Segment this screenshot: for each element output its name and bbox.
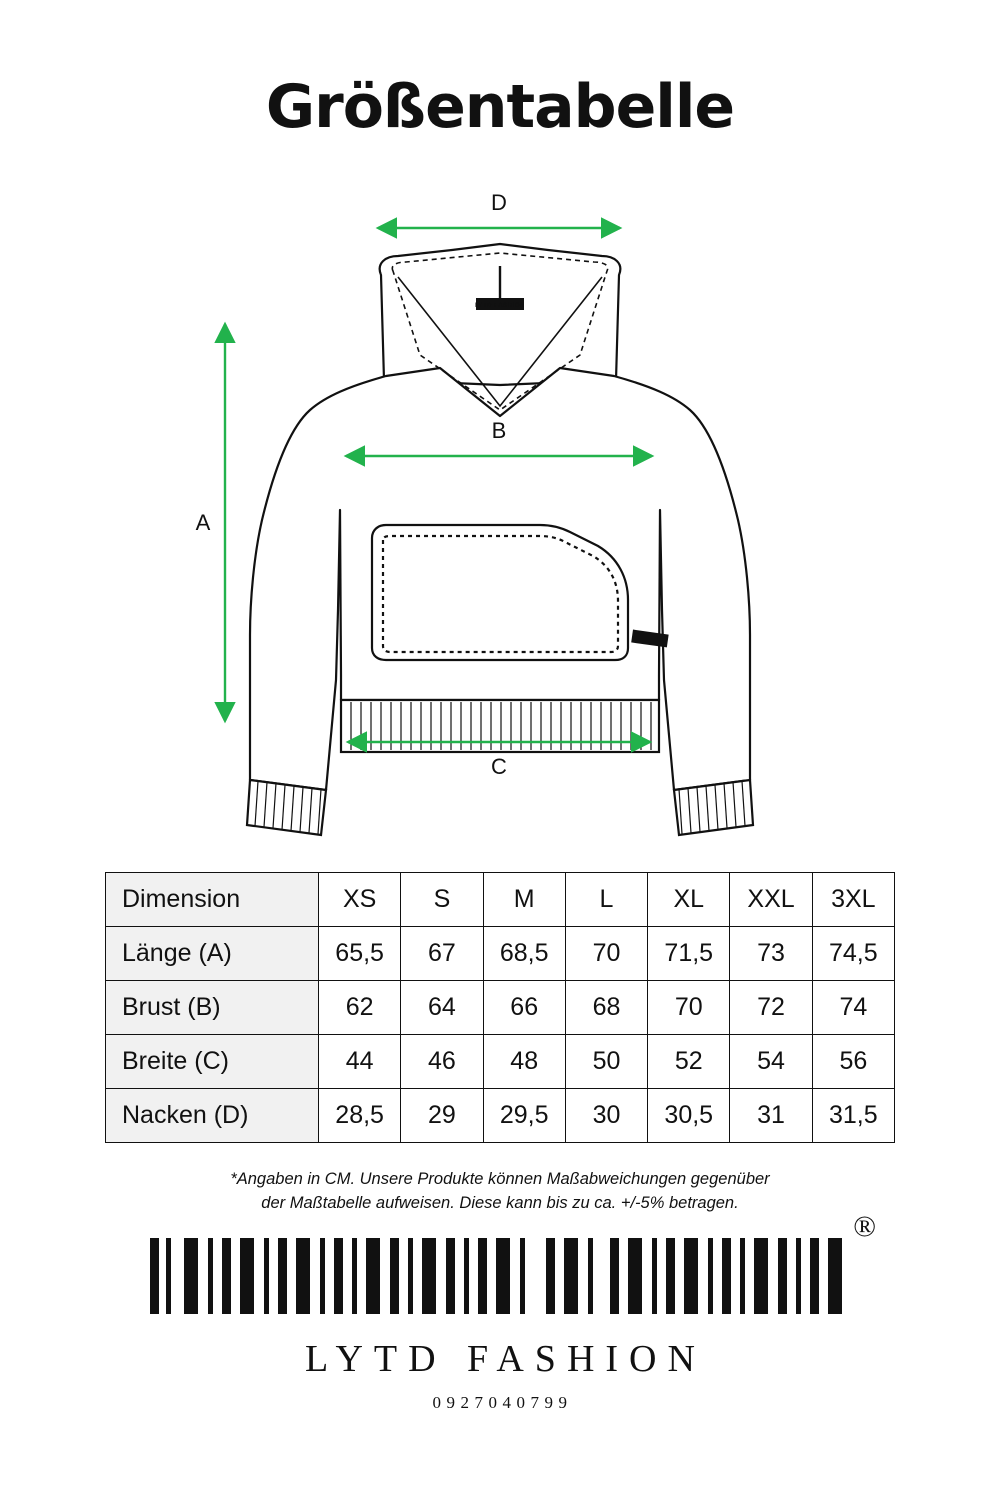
table-row	[106, 1035, 895, 1089]
kangaroo-pocket	[372, 525, 628, 660]
brand-number: 0927040799	[432, 1393, 573, 1412]
column-header-xxl: XXL	[730, 873, 812, 927]
cell-brust-l: 68	[565, 981, 647, 1035]
cell-breite-m: 48	[483, 1035, 565, 1089]
row-label-brust: Brust (B)	[106, 981, 319, 1035]
cell-breite-xxl: 54	[730, 1035, 812, 1089]
cell-breite-xl: 52	[648, 1035, 730, 1089]
measure-label-c: C	[491, 754, 507, 779]
barcode-graphic	[150, 1238, 850, 1314]
measure-label-d: D	[491, 190, 507, 215]
cell-brust-3xl: 74	[812, 981, 894, 1035]
footnote	[150, 1168, 850, 1216]
cell-brust-xxl: 72	[730, 981, 812, 1035]
size-chart-table	[105, 872, 895, 1143]
row-label-nacken: Nacken (D)	[106, 1089, 319, 1143]
table-row	[106, 927, 895, 981]
table-row	[106, 981, 895, 1035]
brand-name: LYTD FASHION	[305, 1338, 706, 1380]
column-header-m: M	[483, 873, 565, 927]
cell-breite-xs: 44	[319, 1035, 401, 1089]
measure-label-b: B	[491, 418, 507, 443]
cell-nacken-m: 29,5	[483, 1089, 565, 1143]
measure-label-a: A	[195, 510, 211, 535]
cell-laenge-l: 70	[565, 927, 647, 981]
cell-brust-s: 64	[401, 981, 483, 1035]
cell-brust-xl: 70	[648, 981, 730, 1035]
page-title: Größentabelle	[265, 72, 735, 142]
column-header-s: S	[401, 873, 483, 927]
barcode-wrap	[150, 1210, 876, 1314]
table-row	[106, 1089, 895, 1143]
row-label-laenge: Länge (A)	[106, 927, 319, 981]
cell-nacken-xs: 28,5	[319, 1089, 401, 1143]
svg-text:LYTD FASHION: LYTD FASHION	[474, 303, 526, 309]
cell-brust-xs: 62	[319, 981, 401, 1035]
cell-breite-s: 46	[401, 1035, 483, 1089]
cell-laenge-3xl: 74,5	[812, 927, 894, 981]
column-header-xs: XS	[319, 873, 401, 927]
cell-nacken-3xl: 31,5	[812, 1089, 894, 1143]
cell-nacken-s: 29	[401, 1089, 483, 1143]
bottom-ribbing	[341, 700, 659, 752]
cell-breite-l: 50	[565, 1035, 647, 1089]
cell-nacken-l: 30	[565, 1089, 647, 1143]
cell-laenge-s: 67	[401, 927, 483, 981]
column-header-l: L	[565, 873, 647, 927]
cell-laenge-xs: 65,5	[319, 927, 401, 981]
row-label-breite: Breite (C)	[106, 1035, 319, 1089]
cell-laenge-xxl: 73	[730, 927, 812, 981]
footnote-line-2: der Maßtabelle aufweisen. Diese kann bis zu ca. +/-5% betragen.	[261, 1193, 739, 1212]
cell-brust-m: 66	[483, 981, 565, 1035]
hoodie-measurement-diagram	[150, 180, 850, 840]
cell-laenge-m: 68,5	[483, 927, 565, 981]
cell-laenge-xl: 71,5	[648, 927, 730, 981]
registered-trademark-icon: ®	[853, 1210, 876, 1243]
brand-block	[0, 1210, 1000, 1413]
column-header-xl: XL	[648, 873, 730, 927]
footnote-line-1: *Angaben in CM. Unsere Produkte können Maßabweichungen gegenüber	[230, 1170, 770, 1188]
cell-breite-3xl: 56	[812, 1035, 894, 1089]
table-header-row	[106, 873, 895, 927]
cell-nacken-xxl: 31	[730, 1089, 812, 1143]
column-header-dimension: Dimension	[106, 873, 319, 927]
cell-nacken-xl: 30,5	[648, 1089, 730, 1143]
column-header-3xl: 3XL	[812, 873, 894, 927]
